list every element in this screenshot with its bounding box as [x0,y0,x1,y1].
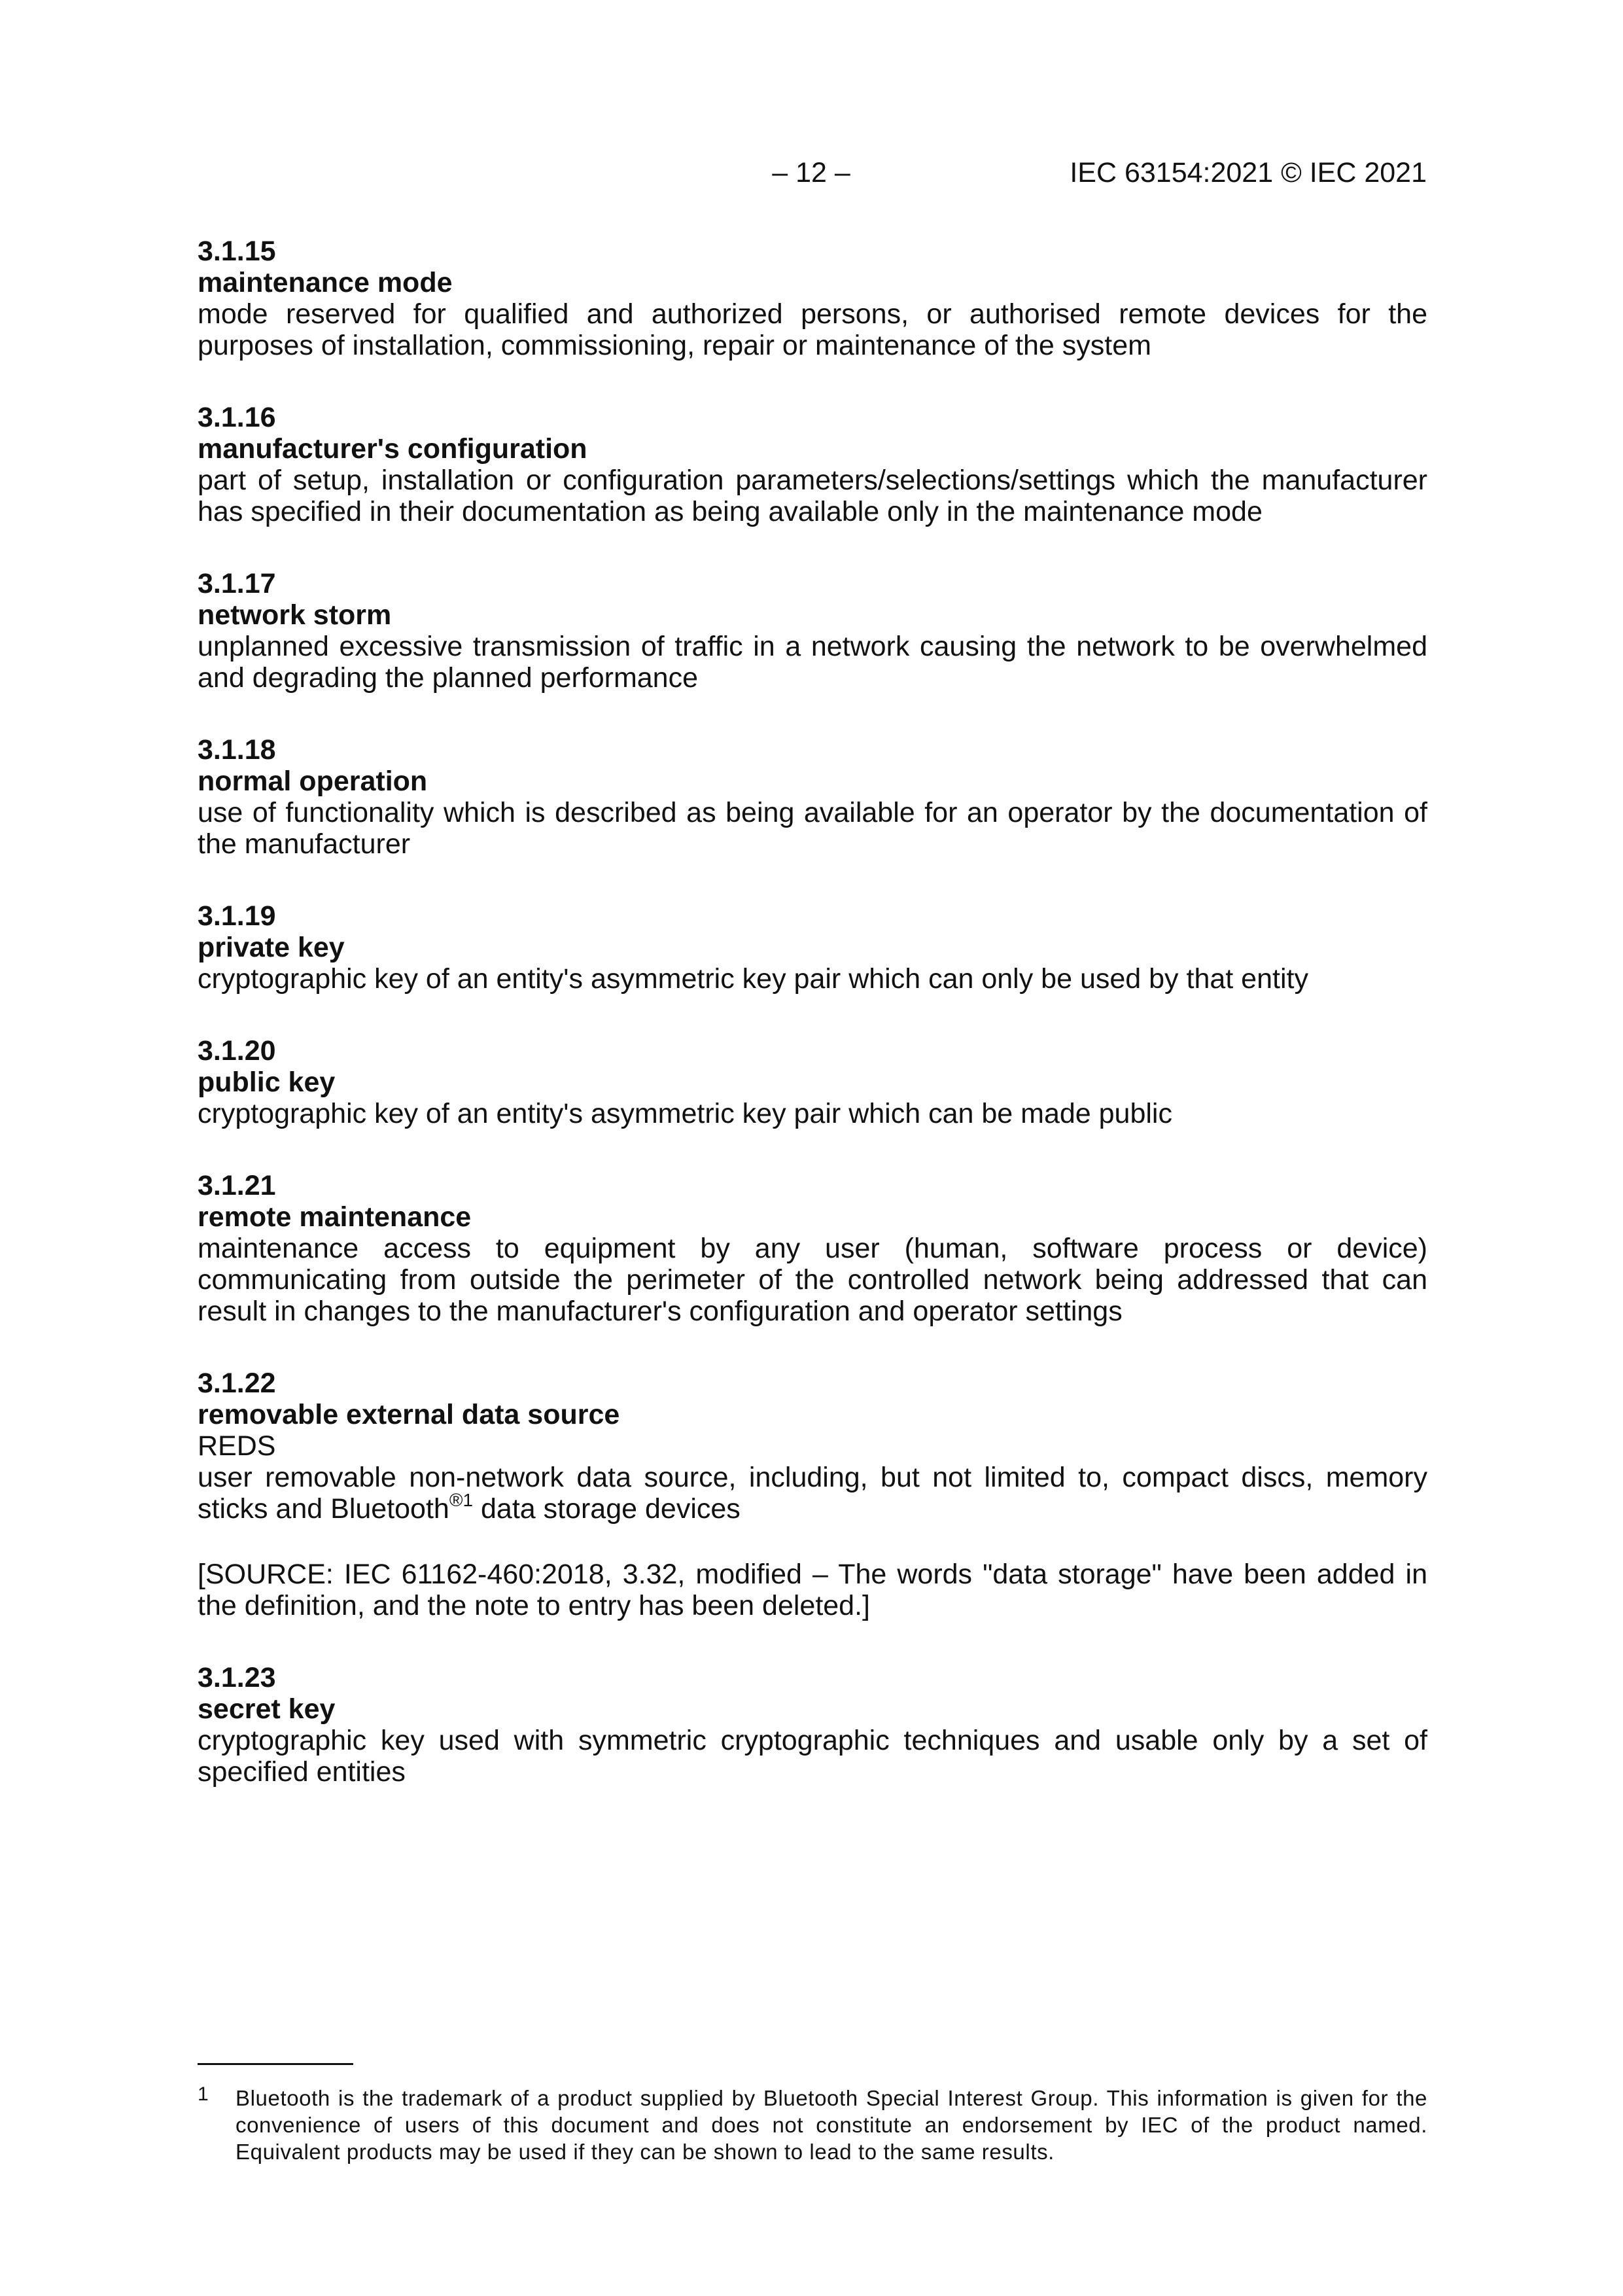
footnote-text: Bluetooth is the trademark of a product supplied by Bluetooth Special Interest Group. This information is given for the convenience of users of this document and does not constitute an endorsement by IEC of the product named. Equivalent products may be used if they can be shown to lead to the same results. [236,2086,1427,2164]
footnote-divider [198,2063,353,2065]
definition-entry-3-1-19 [198,900,1427,995]
definition-text-continued: data storage devices [473,1493,741,1525]
term-number: 3.1.17 [198,568,276,599]
definition-text: user removable non-network data source, including, but not limited to, compact discs, memory sticks and Bluetooth [198,1462,1427,1525]
definition-entry-3-1-21 [198,1170,1427,1327]
definition-entry-3-1-23 [198,1662,1427,1788]
term-definition: cryptographic key of an entity's asymmetric key pair which can only be used by that entity [198,963,1308,995]
term-title: private key [198,932,345,963]
term-definition: cryptographic key of an entity's asymmetric key pair which can be made public [198,1098,1172,1129]
term-number: 3.1.15 [198,236,276,267]
term-title: manufacturer's configuration [198,433,587,465]
definition-entry-3-1-22 [198,1368,1427,1621]
term-number: 3.1.23 [198,1662,276,1693]
term-number: 3.1.21 [198,1170,276,1201]
source-citation: [SOURCE: IEC 61162-460:2018, 3.32, modified – The words "data storage" have been added in the definition, and the note to entry has been deleted.] [198,1559,1427,1621]
term-number: 3.1.22 [198,1368,276,1399]
page-header [0,157,1623,196]
term-abbreviation: REDS [198,1430,276,1462]
term-definition: part of setup, installation or configuration parameters/selections/settings which the manufacturer has specified in their documentation as being available only in the maintenance mode [198,465,1427,527]
definition-entry-3-1-18 [198,734,1427,860]
definition-entry-3-1-20 [198,1035,1427,1129]
term-title: remote maintenance [198,1201,472,1233]
document-reference: IEC 63154:2021 © IEC 2021 [1070,157,1427,188]
term-title: public key [198,1067,336,1098]
definitions-list [198,236,1427,1828]
term-number: 3.1.18 [198,734,276,766]
term-definition: unplanned excessive transmission of traffic in a network causing the network to be overwhelmed and degrading the planned performance [198,631,1427,694]
term-title: removable external data source [198,1399,620,1430]
term-definition: mode reserved for qualified and authorized persons, or authorised remote devices for the purposes of installation, commissioning, repair or maintenance of the system [198,298,1427,361]
footnote-marker: 1 [198,2083,209,2105]
term-definition: cryptographic key used with symmetric cryptographic techniques and usable only by a set of specified entities [198,1725,1427,1788]
term-title: network storm [198,599,392,631]
definition-entry-3-1-16 [198,402,1427,527]
term-definition: use of functionality which is described as being available for an operator by the documentation of the manufacturer [198,797,1427,860]
term-title: normal operation [198,766,428,797]
term-definition [198,1462,1427,1525]
term-number: 3.1.16 [198,402,276,433]
term-title: secret key [198,1693,336,1725]
footnote [198,2085,1427,2165]
footnote-reference: ®1 [449,1490,474,1510]
definition-entry-3-1-17 [198,568,1427,694]
term-number: 3.1.19 [198,900,276,932]
term-title: maintenance mode [198,267,453,298]
page-number: – 12 – [772,157,850,188]
definition-entry-3-1-15 [198,236,1427,361]
term-definition: maintenance access to equipment by any user (human, software process or device) communicating from outside the perimeter of the controlled network being addressed that can result in changes to the manufacturer's configuration and operator settings [198,1233,1427,1327]
term-number: 3.1.20 [198,1035,276,1067]
